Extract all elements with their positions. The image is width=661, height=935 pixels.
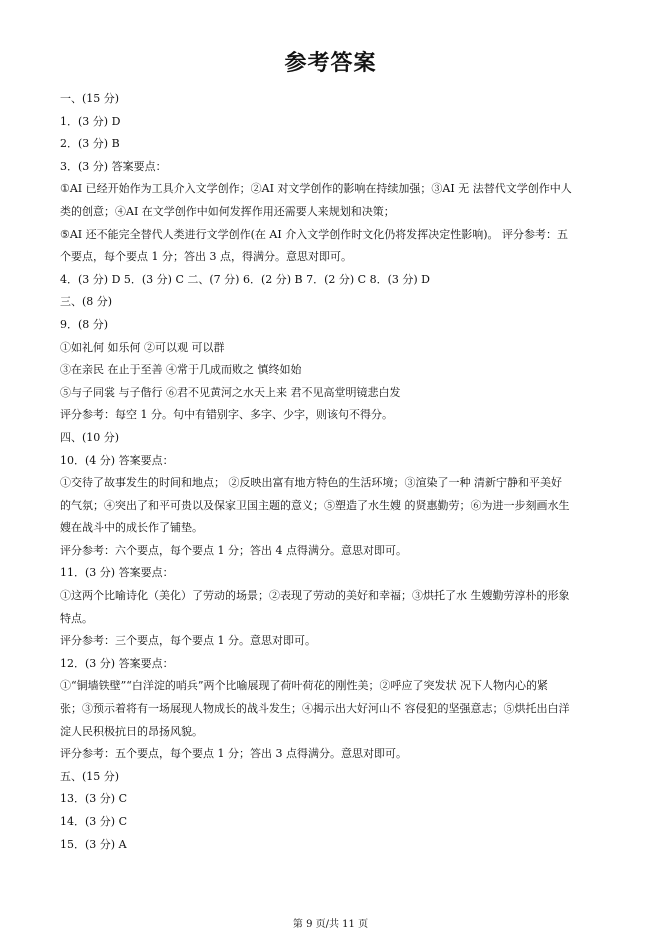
answer-line: 9．(8 分) (60, 317, 109, 331)
answer-detail-line: ③在亲民 在止于至善 ④常于几成而败之 慎终如始 (60, 363, 302, 377)
scoring-note: 评分参考：五个要点，每个要点 1 分；答出 3 点得满分。意思对即可。 (60, 747, 407, 761)
answer-line: 1．(3 分) D (60, 114, 121, 128)
answer-detail-line: 嫂在战斗中的成长作了铺垫。 (60, 521, 203, 535)
section-heading-5: 五、(15 分) (60, 769, 120, 783)
answer-line: 13．(3 分) C (60, 792, 127, 806)
page-title: 参考答案 (284, 51, 377, 76)
answer-line: 15．(3 分) A (60, 837, 127, 851)
answer-detail-line: ①如礼何 如乐何 ②可以观 可以群 (60, 340, 225, 354)
answer-line: 4．(3 分) D 5．(3 分) C 二、(7 分) 6．(2 分) B 7．(2 分) C 8．(3 分) D (60, 272, 430, 286)
answer-detail-line: 特点。 (60, 611, 93, 625)
page-number-footer: 第 9 页/共 11 页 (292, 919, 369, 930)
answer-detail-line: ⑤AI 还不能完全替代人类进行文学创作(在 AI 介入文学创作时文化仍将发挥决定性影响)。 评分参考：五 (60, 227, 569, 241)
section-heading-1: 一、(15 分) (60, 92, 120, 105)
answer-detail-line: 的气氛；④突出了和平可贵以及保家卫国主题的意义；⑤塑造了水生嫂 的贤惠勤劳；⑥为进一步刻画水生 (60, 498, 570, 512)
answer-detail-line: ①AI 已经开始作为工具介入文学创作；②AI 对文学创作的影响在持续加强；③AI 无 法替代文学创作中人 (60, 182, 572, 196)
section-heading-3: 三、(8 分) (60, 295, 113, 309)
scoring-note: 评分参考：三个要点，每个要点 1 分。意思对即可。 (60, 634, 316, 648)
answer-detail-line: ①交待了故事发生的时间和地点； ②反映出富有地方特色的生活环境；③渲染了一种 清新宁静和平美好 (60, 476, 562, 490)
answer-detail-line: 淀人民积极抗日的昂扬风貌。 (60, 724, 203, 738)
answer-detail-line: ①这两个比喻诗化（美化）了劳动的场景；②表现了劳动的美好和幸福；③烘托了水 生嫂勤劳淳朴的形象 (60, 589, 570, 603)
answer-line: 14．(3 分) C (60, 815, 127, 828)
answer-detail-line: 类的创意；④AI 在文学创作中如何发挥作用还需要人来规划和决策； (60, 204, 395, 218)
scoring-note: 评分参考：六个要点，每个要点 1 分；答出 4 点得满分。意思对即可。 (60, 543, 407, 557)
scoring-note: 评分参考：每空 1 分。句中有错别字、多字、少字，则该句不得分。 (60, 408, 393, 422)
answer-detail-line: 个要点，每个要点 1 分；答出 3 点，得满分。意思对即可。 (60, 250, 352, 264)
answer-detail-line: ⑤与子同裳 与子偕行 ⑥君不见黄河之水天上来 君不见高堂明镜悲白发 (60, 385, 401, 399)
answer-detail-line: 张；③预示着将有一场展现人物成长的战斗发生；④揭示出大好河山不 容侵犯的坚强意志；⑤烘托出白洋 (60, 702, 570, 716)
answer-detail-line: ①“铜墙铁壁”“白洋淀的哨兵”两个比喻展现了荷叶荷花的刚性美；②呼应了突发状 况下人物内心的紧 (60, 679, 548, 693)
section-heading-4: 四、(10 分) (60, 430, 120, 444)
answer-line: 3．(3 分) 答案要点： (60, 159, 167, 173)
answer-line: 11．(3 分) 答案要点： (60, 566, 174, 580)
answer-content (60, 88, 605, 856)
answer-line: 12．(3 分) 答案要点： (60, 656, 174, 670)
answer-line: 2．(3 分) B (60, 137, 120, 151)
answer-line: 10．(4 分) 答案要点： (60, 453, 174, 467)
